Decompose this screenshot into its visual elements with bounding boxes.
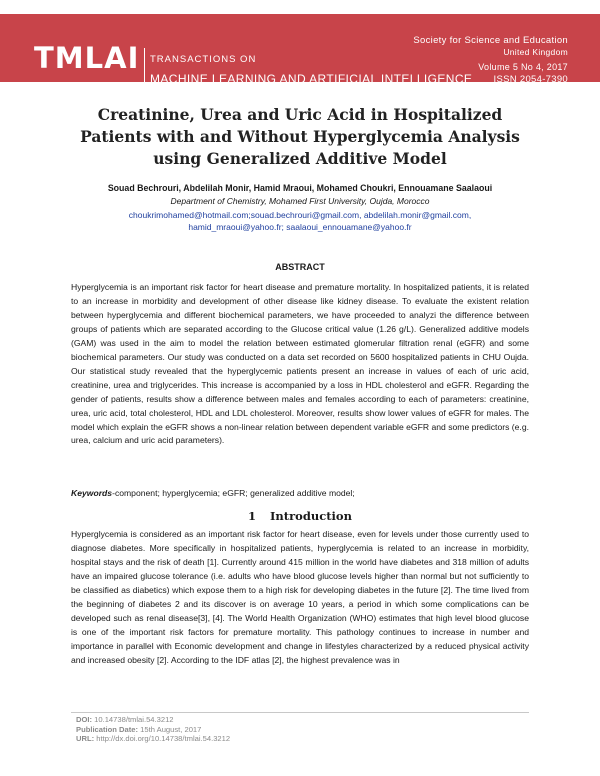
abstract-text: Hyperglycemia is an important risk factor for heart disease and premature mortality. In hospitalized patients, it is related to an increase in morbidity and development of other disease like kidney disease. To evaluate the existent relation between hyperglycemia and different biochemical parameters, we have proceeded to analyzi the difference between groups of patients which are separated according to the Glucose critical value (1.26 g/L). Generalized additive models (GAM) was used in the aim to model the relation between estimated glomerular filtration renal (eGFR) and some biochemical parameters. Our study was conducted on a data set recorded on 5600 hospitalized patients in CHU Oujda. Our statistical study revealed that the hyperglycemic patients present an increase in values of each of uric acid, creatinine, urea and triglycerides. This increase is accompanied by a loss in HDL cholesterol and eGFR. Regarding the gender of patients, results show a difference between males and females according to each of parameters: creatinine, urea, uric acid, total cholesterol, HDL and LDL cholesterol. Moreover, results show lower values of eGFR for males. The model which explain the eGFR shows a non-linear relation between dependent variable eGFR and some predictors (e.g. urea, calcium and uric acid parameters). <box>71 282 529 446</box>
doi-label: DOI: <box>76 715 93 724</box>
footer-divider <box>71 712 529 713</box>
page-footer <box>76 715 230 744</box>
journal-banner <box>0 14 600 86</box>
emails-line-2[interactable]: hamid_mraoui@yahoo.fr; saalaoui_ennouamane@yahoo.fr <box>188 222 412 232</box>
author-emails <box>60 209 540 233</box>
logo-divider <box>144 48 145 90</box>
footer-pubdate <box>76 725 230 735</box>
footer-url <box>76 734 230 744</box>
paper-title: Creatinine, Urea and Uric Acid in Hospitalized Patients with and Without Hyperglycemia Analysis using Generalized Additive Model <box>80 105 520 168</box>
doi-value[interactable]: 10.14738/tmlai.54.3212 <box>94 715 174 724</box>
introduction-text: Hyperglycemia is considered as an important risk factor for heart disease, even for levels under those currently used to diagnose diabetes. More specifically in hospitalized patients, hyperglycemia is related to an increase in morbidity, hospital stays and the risk of death [1]. Currently around 415 million in the world have diabetes and 318 million of adults have an impaired glucose tolerance (i.e. adults who have blood glucose levels higher than normal but not sufficiently to be classified as diabetics) which expose them to a high risk for developing diabetes in the future [2]. The time lived from the beginning of diabetes 2 and its discover is on average 10 years, a period in which some complications can be developed such as renal disease[3], [4]. The World Health Organization (WHO) estimates that high level blood glucose is one of the important risk factors for premature mortality. This pathology continues to increase in number and importance in parallel with Economic development and change in lifestyles characterized by a reduced physical activity and increased obesity [2]. According to the IDF atlas [2], the highest prevalence was in <box>71 529 529 665</box>
journal-logo: TMLAI <box>34 41 140 75</box>
emails-line-1[interactable]: choukrimohamed@hotmail.com;souad.bechrouri@gmail.com, abdelilah.monir@gmail.com, <box>128 210 472 220</box>
keywords <box>71 488 529 498</box>
url-label: URL: <box>76 734 95 743</box>
footer-doi <box>76 715 230 725</box>
author-list: Souad Bechrouri, Abdelilah Monir, Hamid Mraoui, Mohamed Choukri, Ennouamane Saalaoui <box>107 183 493 193</box>
volume-info: Volume 5 No 4, 2017 <box>478 62 568 72</box>
abstract-heading: ABSTRACT <box>275 262 325 272</box>
section-title: Introduction <box>270 509 352 523</box>
pubdate-value: 15th August, 2017 <box>140 724 202 734</box>
url-link[interactable]: http://dx.doi.org/10.14738/tmlai.54.3212 <box>96 734 231 743</box>
keywords-list: -component; hyperglycemia; eGFR; generalized additive model; <box>112 488 355 498</box>
society-name: Society for Science and Education <box>413 35 568 46</box>
issn: ISSN 2054-7390 <box>493 74 568 85</box>
pubdate-label: Publication Date: <box>76 724 139 734</box>
section-heading-introduction <box>0 509 600 523</box>
journal-name-line2: MACHINE LEARNING AND ARTIFICIAL INTELLIGENCE <box>150 72 473 86</box>
keywords-label: Keywords <box>71 488 113 498</box>
journal-name-line1: TRANSACTIONS ON <box>150 54 257 65</box>
affiliation: Department of Chemistry, Mohamed First University, Oujda, Morocco <box>170 196 430 206</box>
section-number: 1 <box>248 509 257 523</box>
society-country: United Kingdom <box>503 47 568 57</box>
